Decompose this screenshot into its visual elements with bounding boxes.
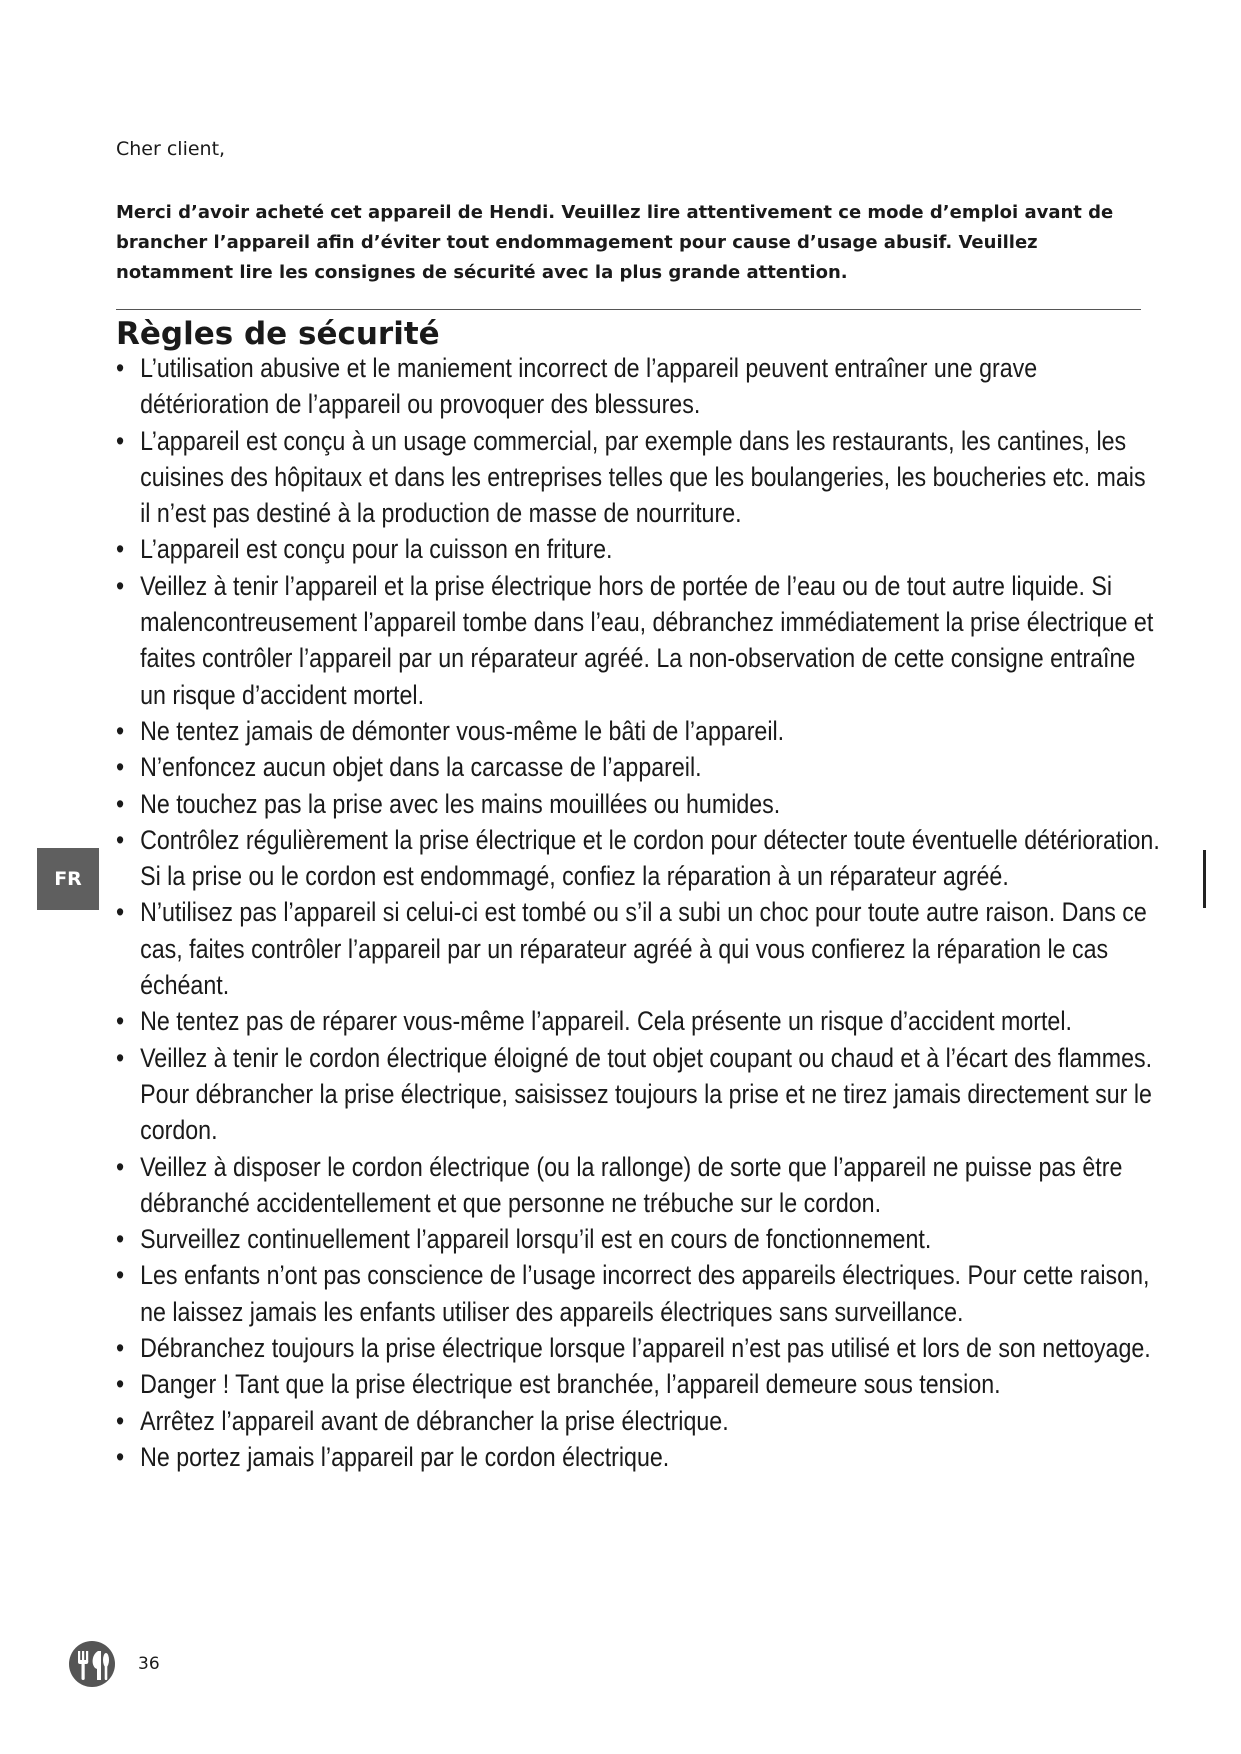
safety-rule-text: Ne tentez pas de réparer vous-même l’appareil. Cela présente un risque d’accident mortel. bbox=[140, 1006, 1072, 1037]
safety-rule bbox=[116, 531, 1161, 567]
bullet: • bbox=[116, 1441, 125, 1472]
safety-rule-text: L’utilisation abusive et le maniement incorrect de l’appareil peuvent entraîner une grave détérioration de l’appareil ou provoquer des blessures. bbox=[140, 353, 1038, 420]
safety-rule bbox=[116, 749, 1161, 785]
bullet: • bbox=[116, 1042, 125, 1073]
safety-rule-text: Veillez à disposer le cordon électrique (ou la rallonge) de sorte que l’appareil ne puisse pas être débranché accidentellement et que personne ne trébuche sur le cordon. bbox=[140, 1151, 1123, 1218]
bullet: • bbox=[116, 715, 125, 746]
safety-rule-text: N’enfoncez aucun objet dans la carcasse de l’appareil. bbox=[140, 752, 702, 783]
safety-rule-text: L’appareil est conçu à un usage commercial, par exemple dans les restaurants, les cantines, les cuisines des hôpitaux et dans les entreprises telles que les boulangeries, les boucheries etc. mais il n’est pas destiné à la production de masse de nourriture. bbox=[140, 425, 1146, 529]
safety-rule bbox=[116, 1040, 1161, 1149]
safety-rules-list bbox=[116, 350, 1160, 1475]
safety-rule bbox=[116, 786, 1161, 822]
safety-rule-text: Arrêtez l’appareil avant de débrancher la prise électrique. bbox=[140, 1405, 729, 1436]
safety-rule bbox=[116, 822, 1161, 895]
safety-rule-text: Ne tentez jamais de démonter vous-même le bâti de l’appareil. bbox=[140, 715, 785, 746]
safety-rule bbox=[116, 894, 1161, 1003]
safety-rule-text: Surveillez continuellement l’appareil lorsqu’il est en cours de fonctionnement. bbox=[140, 1224, 932, 1255]
page-edge-marker bbox=[1203, 850, 1206, 908]
section-divider bbox=[116, 309, 1141, 310]
safety-rule-text: Veillez à tenir le cordon électrique éloigné de tout objet coupant ou chaud et à l’écart des flammes. Pour débrancher la prise électrique, saisissez toujours la prise et ne tirez jamais directement sur le cordon. bbox=[140, 1042, 1153, 1146]
bullet: • bbox=[116, 534, 125, 565]
safety-rule bbox=[116, 1003, 1161, 1039]
bullet: • bbox=[116, 1369, 125, 1400]
safety-rule bbox=[116, 423, 1161, 532]
safety-rule-text: Les enfants n’ont pas conscience de l’usage incorrect des appareils électriques. Pour cette raison, ne laissez jamais les enfants utiliser des appareils électriques sans surveillance. bbox=[140, 1260, 1150, 1327]
safety-rule-text: Danger ! Tant que la prise électrique est branchée, l’appareil demeure sous tension. bbox=[140, 1369, 1001, 1400]
bullet: • bbox=[116, 1224, 125, 1255]
safety-rule bbox=[116, 1221, 1161, 1257]
bullet: • bbox=[116, 1260, 125, 1291]
safety-rule bbox=[116, 1149, 1161, 1222]
greeting: Cher client, bbox=[116, 138, 226, 160]
safety-rule bbox=[116, 568, 1161, 713]
bullet: • bbox=[116, 824, 125, 855]
safety-rule bbox=[116, 1366, 1161, 1402]
safety-rule-text: Ne touchez pas la prise avec les mains mouillées ou humides. bbox=[140, 788, 781, 819]
bullet: • bbox=[116, 1333, 125, 1364]
bullet: • bbox=[116, 788, 125, 819]
section-title: Règles de sécurité bbox=[116, 316, 440, 352]
safety-rule-text: Veillez à tenir l’appareil et la prise électrique hors de portée de l’eau ou de tout autre liquide. Si malencontreusement l’appareil tombe dans l’eau, débranchez immédiatement la prise électrique et faites contrôler l’appareil par un réparateur agréé. La non-observation de cette consigne entraîne un risque d’accident mortel. bbox=[140, 570, 1154, 710]
safety-rule bbox=[116, 1257, 1161, 1330]
safety-rule bbox=[116, 1403, 1161, 1439]
safety-rule-text: Débranchez toujours la prise électrique lorsque l’appareil n’est pas utilisé et lors de son nettoyage. bbox=[140, 1333, 1151, 1364]
page-number: 36 bbox=[138, 1654, 160, 1674]
language-tab: FR bbox=[37, 848, 99, 910]
bullet: • bbox=[116, 425, 125, 456]
intro-paragraph: Merci d’avoir acheté cet appareil de Hendi. Veuillez lire attentivement ce mode d’emploi avant de brancher l’appareil afin d’éviter tout endommagement pour cause d’usage abusif. Veuillez notamment lire les consignes de sécurité avec la plus grande attention. bbox=[116, 202, 1114, 283]
safety-rule bbox=[116, 713, 1161, 749]
bullet: • bbox=[116, 1151, 125, 1182]
safety-rule-text: N’utilisez pas l’appareil si celui-ci est tombé ou s’il a subi un choc pour toute autre raison. Dans ce cas, faites contrôler l’appareil par un réparateur agréé à qui vous confierez la réparation le cas échéant. bbox=[140, 897, 1147, 1001]
hendi-cutlery-logo-icon bbox=[68, 1640, 116, 1688]
bullet: • bbox=[116, 897, 125, 928]
safety-rule bbox=[116, 1330, 1161, 1366]
bullet: • bbox=[116, 570, 125, 601]
safety-rule-text: L’appareil est conçu pour la cuisson en friture. bbox=[140, 534, 613, 565]
bullet: • bbox=[116, 1405, 125, 1436]
safety-rule-text: Ne portez jamais l’appareil par le cordon électrique. bbox=[140, 1441, 670, 1472]
safety-rule bbox=[116, 350, 1161, 423]
bullet: • bbox=[116, 1006, 125, 1037]
safety-rule-text: Contrôlez régulièrement la prise électrique et le cordon pour détecter toute éventuelle détérioration. Si la prise ou le cordon est endommagé, confiez la réparation à un réparateur agréé. bbox=[140, 824, 1160, 892]
bullet: • bbox=[116, 752, 125, 783]
bullet: • bbox=[116, 353, 125, 383]
safety-rule bbox=[116, 1439, 1161, 1475]
